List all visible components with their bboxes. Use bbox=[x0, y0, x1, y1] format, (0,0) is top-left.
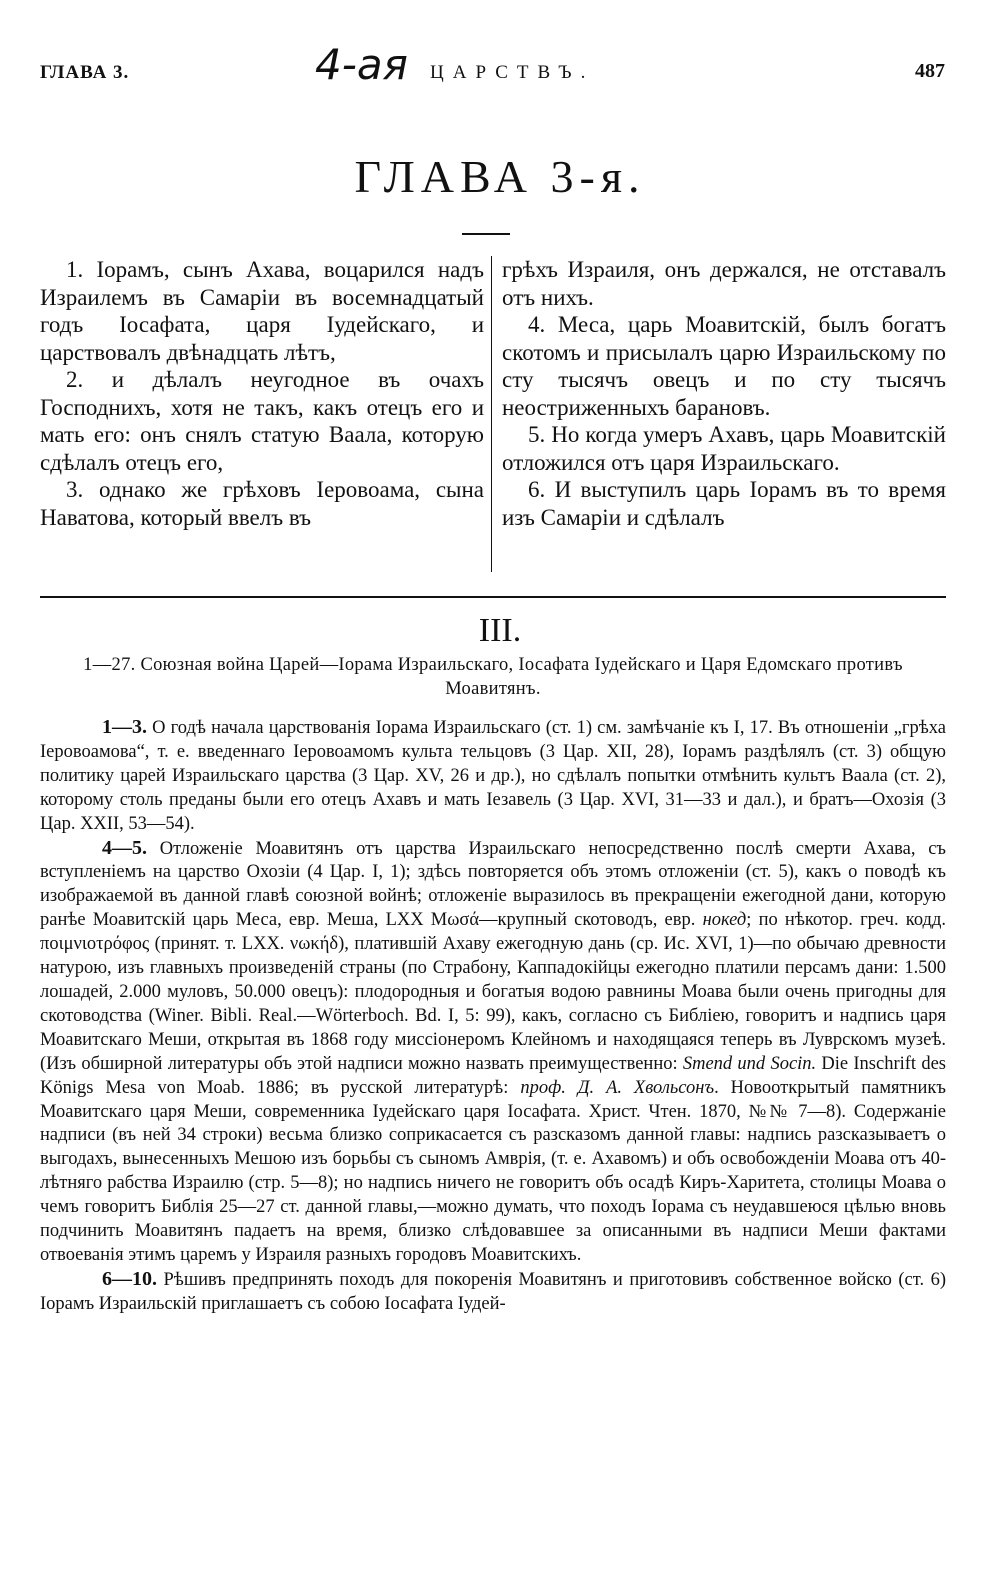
column-divider bbox=[491, 256, 492, 572]
verse-6: 6. И выступилъ царь Іорамъ въ то время изъ Самаріи и сдѣлалъ bbox=[502, 477, 946, 530]
verse-reference: 4—5. bbox=[102, 836, 147, 859]
handwritten-note: 4-ая bbox=[315, 40, 408, 89]
running-header bbox=[40, 40, 945, 96]
verse-reference: 6—10. bbox=[102, 1267, 157, 1290]
commentary-paragraph bbox=[40, 837, 946, 1268]
commentary-text: О годѣ начала царствованія Іорама Израильскаго (ст. 1) см. замѣчаніе къ І, 17. Въ отношеніи „грѣха Іеровоамова“, т. е. введеннаго Іеровоамомъ культа тельцовъ (3 Цар. XII, 28), Іорамъ раздѣлялъ (ст. 3) общую политику царей Израильскаго царства (3 Цар. XV, 26 и др.), но сдѣлалъ попытки отмѣнить культъ Ваала (ст. 2), которому столь преданы были его отецъ Ахавъ и мать Іезавель (3 Цар. XVI, 31—33 и дал.), и братъ—Охозія (3 Цар. XXII, 53—54). bbox=[40, 718, 946, 834]
verse-5: 5. Но когда умеръ Ахавъ, царь Моавитскій отложился отъ царя Израильскаго. bbox=[502, 422, 946, 475]
verse-4: 4. Меса, царь Моавитскій, былъ богатъ скотомъ и присылалъ царю Израильскому по сту тысячъ овецъ и по сту тысячъ неостриженныхъ барановъ. bbox=[502, 312, 946, 420]
section-heading: 1—27. Союзная война Царей—Іорама Израильскаго, Іосафата Іудейскаго и Царя Едомскаго противъ Моавитянъ. bbox=[83, 655, 903, 699]
commentary-text: Die Inschrift des Königs Mesa von Moab. 1886; въ русской литературѣ: bbox=[40, 1053, 946, 1098]
commentary-paragraph bbox=[40, 716, 946, 837]
page-number: 487 bbox=[915, 60, 945, 82]
verse-1: 1. Іорамъ, сынъ Ахава, воцарился надъ Израилемъ въ Самаріи въ восемнадцатый годъ Іосафата, царя Іудейскаго, и царствовалъ двѣнадцать лѣтъ, bbox=[40, 257, 484, 365]
commentary-text: . Новооткрытый памятникъ Моавитскаго царя Меши, современника Іудейскаго царя Іосафата. Христ. Чтен. 1870, №№ 7—8). Содержаніе надписи (въ ней 34 строки) весьма близко соприкасается съ разсказомъ данной главы: надпись разсказываетъ о выгодахъ, вынесенныхъ Мешою изъ борьбы съ сыномъ Амврія, (т. е. Ахавомъ) и объ освобожденіи Моава отъ 40-лѣтняго рабства Израилю (стр. 5—8); но надпись ничего не говоритъ объ осадѣ Киръ-Харитета, столицы Моава о чемъ говоритъ Библія 25—27 ст. данной главы,—можно думать, что походъ Іорама съ неудавшеюся цѣлью вновь подчинить Моавитянъ падаетъ на время, близко слѣдовавшее за описанными въ надписи Меши фактами отвоеванія этимъ царемъ у Израиля разныхъ городовъ Моавитскихъ. bbox=[40, 1077, 946, 1265]
verse-3: 3. однако же грѣховъ Іеровоама, сына Наватова, который ввелъ въ bbox=[40, 477, 484, 530]
scripture-text bbox=[40, 256, 946, 572]
italic-text: проф. Д. А. Хвольсонъ bbox=[520, 1077, 715, 1098]
commentary-paragraph bbox=[40, 1268, 946, 1317]
verse-3-continued: грѣхъ Израиля, онъ держался, не отставалъ отъ нихъ. bbox=[502, 257, 946, 310]
verse-2: 2. и дѣлалъ неугодное въ очахъ Господнихъ, хотя не такъ, какъ отецъ его и мать его: онъ снялъ статую Ваала, которую сдѣлалъ отецъ его, bbox=[40, 367, 484, 475]
scripture-column-right bbox=[502, 256, 946, 531]
title-rule bbox=[462, 233, 510, 235]
commentary-text: Рѣшивъ предпринять походъ для покоренія Моавитянъ и приготовивъ собственное войско (ст. 6) Іорамъ Израильскій приглашаетъ съ собою Іосафата Іудей- bbox=[40, 1269, 946, 1314]
scripture-column-left bbox=[40, 256, 484, 531]
chapter-title: ГЛАВА 3-я. bbox=[354, 151, 646, 202]
commentary bbox=[40, 716, 946, 1317]
commentary-text: ; по нѣкотор. греч. кодд. ποιμνιοτρόφος (принят. т. LXX. νωκήδ), платившій Ахаву ежегодную дань (ср. Ис. XVI, 1)—по обычаю древности натурою, изъ главныхъ произведеній страны (по Страбону, Каппадокійцы ежегодно платили персамъ дани: 1.500 лошадей, 2.000 муловъ, 50.000 овецъ): плодородныя и богатыя водою равнины Моава были очень пригодны для скотоводства (Winer. Bibli. Real.—Wörterboch. Bd. I, 5: 99), какъ, согласно съ Библіею, говоритъ и надпись царя Моавитскаго Меши, открытая въ 1868 году миссіонеромъ Клейномъ и находящаяся теперь въ Луврскомъ музеѣ. (Изъ обширной литературы объ этой надписи можно назвать преимущественно: bbox=[40, 910, 946, 1074]
section-numeral: III. bbox=[478, 612, 522, 649]
verse-reference: 1—3. bbox=[102, 716, 147, 738]
italic-text: нокед bbox=[702, 910, 747, 931]
scripture-rule bbox=[40, 596, 946, 598]
header-chapter-label: ГЛАВА 3. bbox=[40, 62, 130, 83]
italic-text: Smend und Socin. bbox=[682, 1053, 817, 1074]
header-book-title: ЦАРСТВЪ. bbox=[430, 62, 595, 83]
commentary-text: Отложеніе Моавитянъ отъ царства Израильскаго непосредственно послѣ смерти Ахава, съ вступленіемъ на царство Охозіи (4 Цар. І, 1); здѣсь повторяется объ этомъ отложеніи (ст. 5), какъ о поводѣ къ изображаемой въ данной главѣ союзной войнѣ; отложеніе выразилось въ прекращеніи ежегодной дани, которую ранѣе Моавитскій царь Меса, евр. Меша, LXX Μωσά—крупный скотоводъ, евр. bbox=[40, 838, 946, 931]
